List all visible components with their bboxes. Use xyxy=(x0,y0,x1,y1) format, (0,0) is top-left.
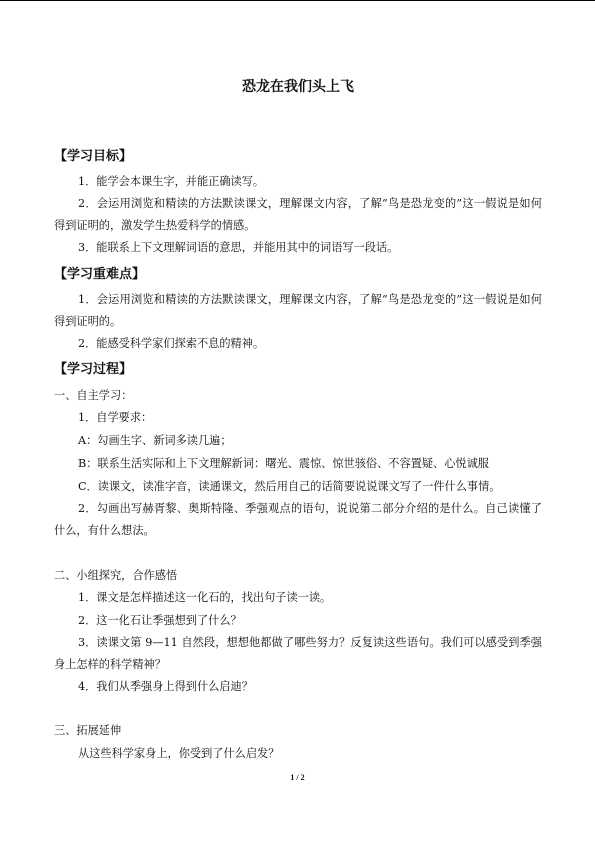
part1-item: 2．勾画出写赫胥黎、奥斯特隆、季强观点的语句，说说第二部分介绍的是什么。自己读懂了什么，有什么想法。 xyxy=(54,502,542,537)
part1-title: 一、自主学习： xyxy=(54,389,133,402)
key-point-item: 1．会运用浏览和精读的方法默读课文，理解课文内容，了解“鸟是恐龙变的”这一假说是如何得到证明的。 xyxy=(54,293,542,328)
part1-item: B：联系生活实际和上下文理解新词：曙光、震惊、惊世骇俗、不容置疑、心悦诚服 xyxy=(78,457,489,470)
header-rule xyxy=(0,0,595,1)
page-title: 恐龙在我们头上飞 xyxy=(242,79,354,95)
part2-item: 3．读课文第 9—11 自然段，想想他都做了哪些努力？反复读这些语句。我们可以感受到季强身上怎样的科学精神？ xyxy=(54,636,542,671)
key-points-heading: 【学习重难点】 xyxy=(54,267,146,282)
part1-item: 1．自学要求： xyxy=(78,411,153,424)
goal-item: 1．能学会本课生字，并能正确读写。 xyxy=(78,175,265,188)
part2-item: 2．这一化石让季强想到了什么？ xyxy=(78,614,242,627)
part2-item: 1．课文是怎样描述这一化石的，找出句子读一读。 xyxy=(78,591,332,604)
goal-item: 2．会运用浏览和精读的方法默读课文，理解课文内容，了解“鸟是恐龙变的”这一假说是如何得到证明的，激发学生热爱科学的情感。 xyxy=(54,197,542,232)
part2-title: 二、小组探究，合作感悟 xyxy=(54,569,178,582)
part1-item: C．读课文，读准字音，读通课文，然后用自己的话简要说说课文写了一件什么事情。 xyxy=(78,480,501,493)
goal-item: 3．能联系上下文理解词语的意思，并能用其中的词语写一段话。 xyxy=(78,241,399,254)
part1-item: A：勾画生字、新词多读几遍； xyxy=(78,434,232,447)
page-number: 1 / 2 xyxy=(290,773,305,782)
goals-heading: 【学习目标】 xyxy=(54,149,133,164)
part3-item: 从这些科学家身上，你受到了什么启发？ xyxy=(78,747,280,760)
process-heading: 【学习过程】 xyxy=(54,362,133,377)
part2-item: 4．我们从季强身上得到什么启迪？ xyxy=(78,680,253,693)
key-point-item: 2．能感受科学家们探索不息的精神。 xyxy=(78,337,265,350)
part3-title: 三、拓展延伸 xyxy=(54,724,122,737)
